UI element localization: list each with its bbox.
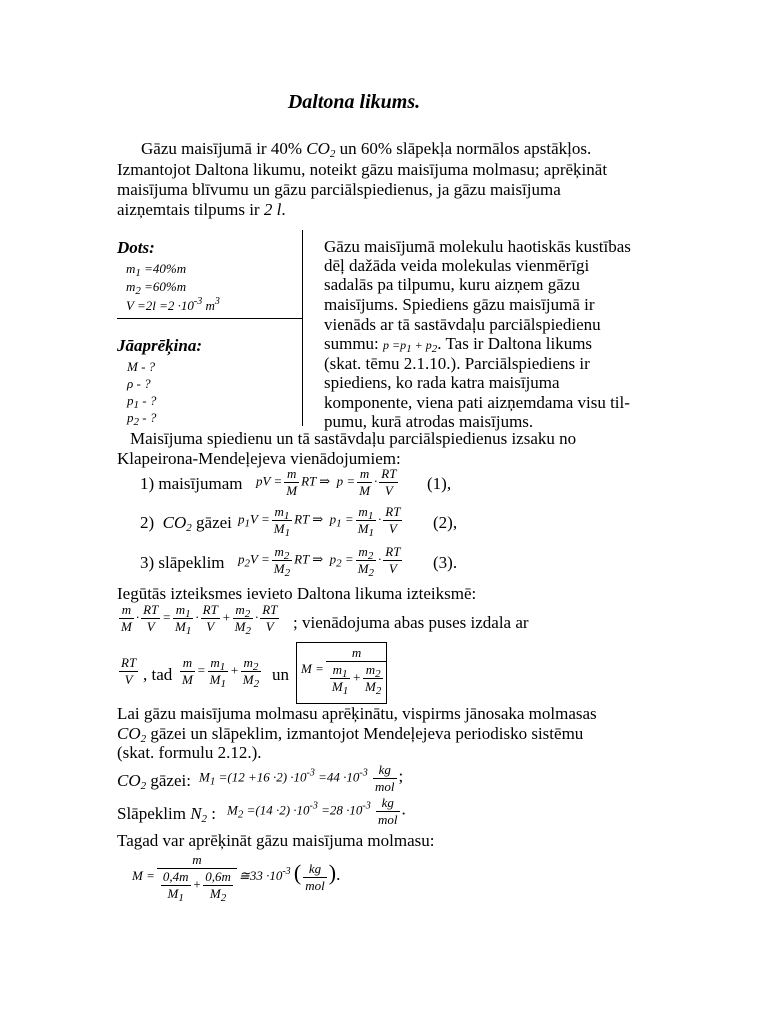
side-line-3: sadalās pa tilpumu, kuru aizņem gāzu [324,275,580,294]
dalton-expression: $\frac{m}{M}$ · $\frac{RT}{V}$ = $\frac{m_1}{M_1}$ · $\frac{RT}{V}$ + $\frac{m_2}{M_2}$ · $\frac{RT}{V}$ [121,602,278,637]
eq1-number: (1), [427,474,452,493]
eq1-formula: pV = $\frac{m}{M}$ RT ⇒ p = $\frac{m}{M}$ · $\frac{RT}{V}$ [256,466,397,498]
side-line-9: komponente, viena pati aizņemdama visu til- [324,393,630,412]
given-header: Dots: [117,238,155,257]
intro-line-2: Izmantojot Daltona likumu, noteikt gāzu maisījuma molmasu; aprēķināt [117,160,608,179]
side-line-4: maisījums. Spiediens gāzu maisījumā ir [324,295,595,314]
divider-vertical [302,230,303,426]
find-M: M - ? [127,359,156,374]
eq3-number: (3). [433,553,458,572]
rt-over-v: $\frac{RT}{V}$ [121,655,137,687]
eq2-number: (2), [433,513,458,532]
given-m1: $m_1 =40\%m$ [126,261,187,279]
n2-label: Slāpeklim $N_2$ : [117,804,217,825]
side-line-2: dēļ dažāda veida molekulas vienmērīgi [324,256,590,275]
para3-line-1: Iegūtās izteiksmes ievieto Daltona likuma izteiksmē: [117,584,477,603]
side-line-1: Gāzu maisījumā molekulu haotiskās kustības [324,237,631,256]
para2-line-2: Klapeirona-Mendeļejeva vienādojumiem: [117,449,401,468]
para3-un: un [272,665,289,684]
divider-horizontal [117,318,303,319]
molar-relation: $\frac{m}{M}$ = $\frac{m_1}{M_1}$ + $\frac{m_2}{M_2}$ [182,655,260,690]
para4-line-3: (skat. formulu 2.12.). [117,743,262,762]
eq2-formula: $p_1V$ = $\frac{m_1}{M_1}$ RT ⇒ $p_1$ = $\frac{m_1}{M_1}$ · $\frac{RT}{V}$ [238,504,401,539]
side-line-10: pumu, kurā atrodas maisījums. [324,412,534,431]
para4-line-2: $CO_2$ gāzei un slāpeklim, izmantojot Mendeļejeva periodisko sistēmu [117,724,584,745]
eq2-label: 2) $CO_2$ gāzei [140,513,232,534]
boxed-molar-mass: M = m $\frac{m_1}{M_1}$ + $\frac{m_2}{M_2}$ [301,645,389,695]
find-p1: $p_1$ - ? [127,393,157,411]
find-header: Jāaprēķina: [117,336,202,355]
intro-line-4: aizņemtais tilpums ir 2 l. [117,200,286,219]
page-title: Daltona likums. [287,91,421,113]
n2-molar-mass: $M_2 =(14 \cdot 2) \cdot 10^{-3} =28 \cdot 10^{-3}$ kg mol . [227,795,406,827]
intro-line-3: maisījuma blīvumu un gāzu parciālspiedienus, ja gāzu maisījuma [117,180,561,199]
given-m2: $m_2 =60\%m$ [126,279,187,297]
find-p2: $p_2$ - ? [127,410,157,428]
side-line-7: (skat. tēmu 2.1.10.). Parciālspiediens ir [324,354,590,373]
para3-tad: , tad [143,665,173,684]
given-volume: $V =2l =2 \cdot 10^{-3}$ $m^3$ [126,296,220,313]
final-result: M = m $\frac{0,4m}{M_1}$ + $\frac{0,6m}{M_2}$ ≅33 $\cdot 10^{-3}$ ( kg mol ). [132,852,341,904]
eq3-label: 3) slāpeklim [140,553,225,572]
eq1-label: 1) maisījumam [140,474,243,493]
boxed-formula [296,642,387,704]
side-line-8: spiediens, ko rada katra maisījuma [324,373,560,392]
para4-line-1: Lai gāzu maisījuma molmasu aprēķinātu, vispirms jānosaka molmasas [117,704,597,723]
final-intro: Tagad var aprēķināt gāzu maisījuma molmasu: [117,831,435,850]
para3-tail: ; vienādojuma abas puses izdala ar [293,613,529,632]
intro-line-1: Gāzu maisījumā ir 40% $CO_2$ un 60% slāpekļa normālos apstākļos. [141,139,592,160]
para2-line-1: Maisījuma spiedienu un tā sastāvdaļu parciālspiedienus izsaku no [130,429,577,448]
find-rho: ρ - ? [127,376,151,391]
eq3-formula: $p_2V$ = $\frac{m_2}{M_2}$ RT ⇒ $p_2$ = $\frac{m_2}{M_2}$ · $\frac{RT}{V}$ [238,544,401,579]
co2-molar-mass: $M_1 =(12 +16 \cdot 2) \cdot 10^{-3} =44 \cdot 10^{-3}$ kg mol ; [199,762,404,794]
side-line-5: vienāds ar tā sastāvdaļu parciālspiedienu [324,315,601,334]
co2-label: $CO_2$ gāzei: [117,771,191,792]
side-line-6: summu: $p =p_1 + p_2$. Tas ir Daltona likums [324,334,593,355]
